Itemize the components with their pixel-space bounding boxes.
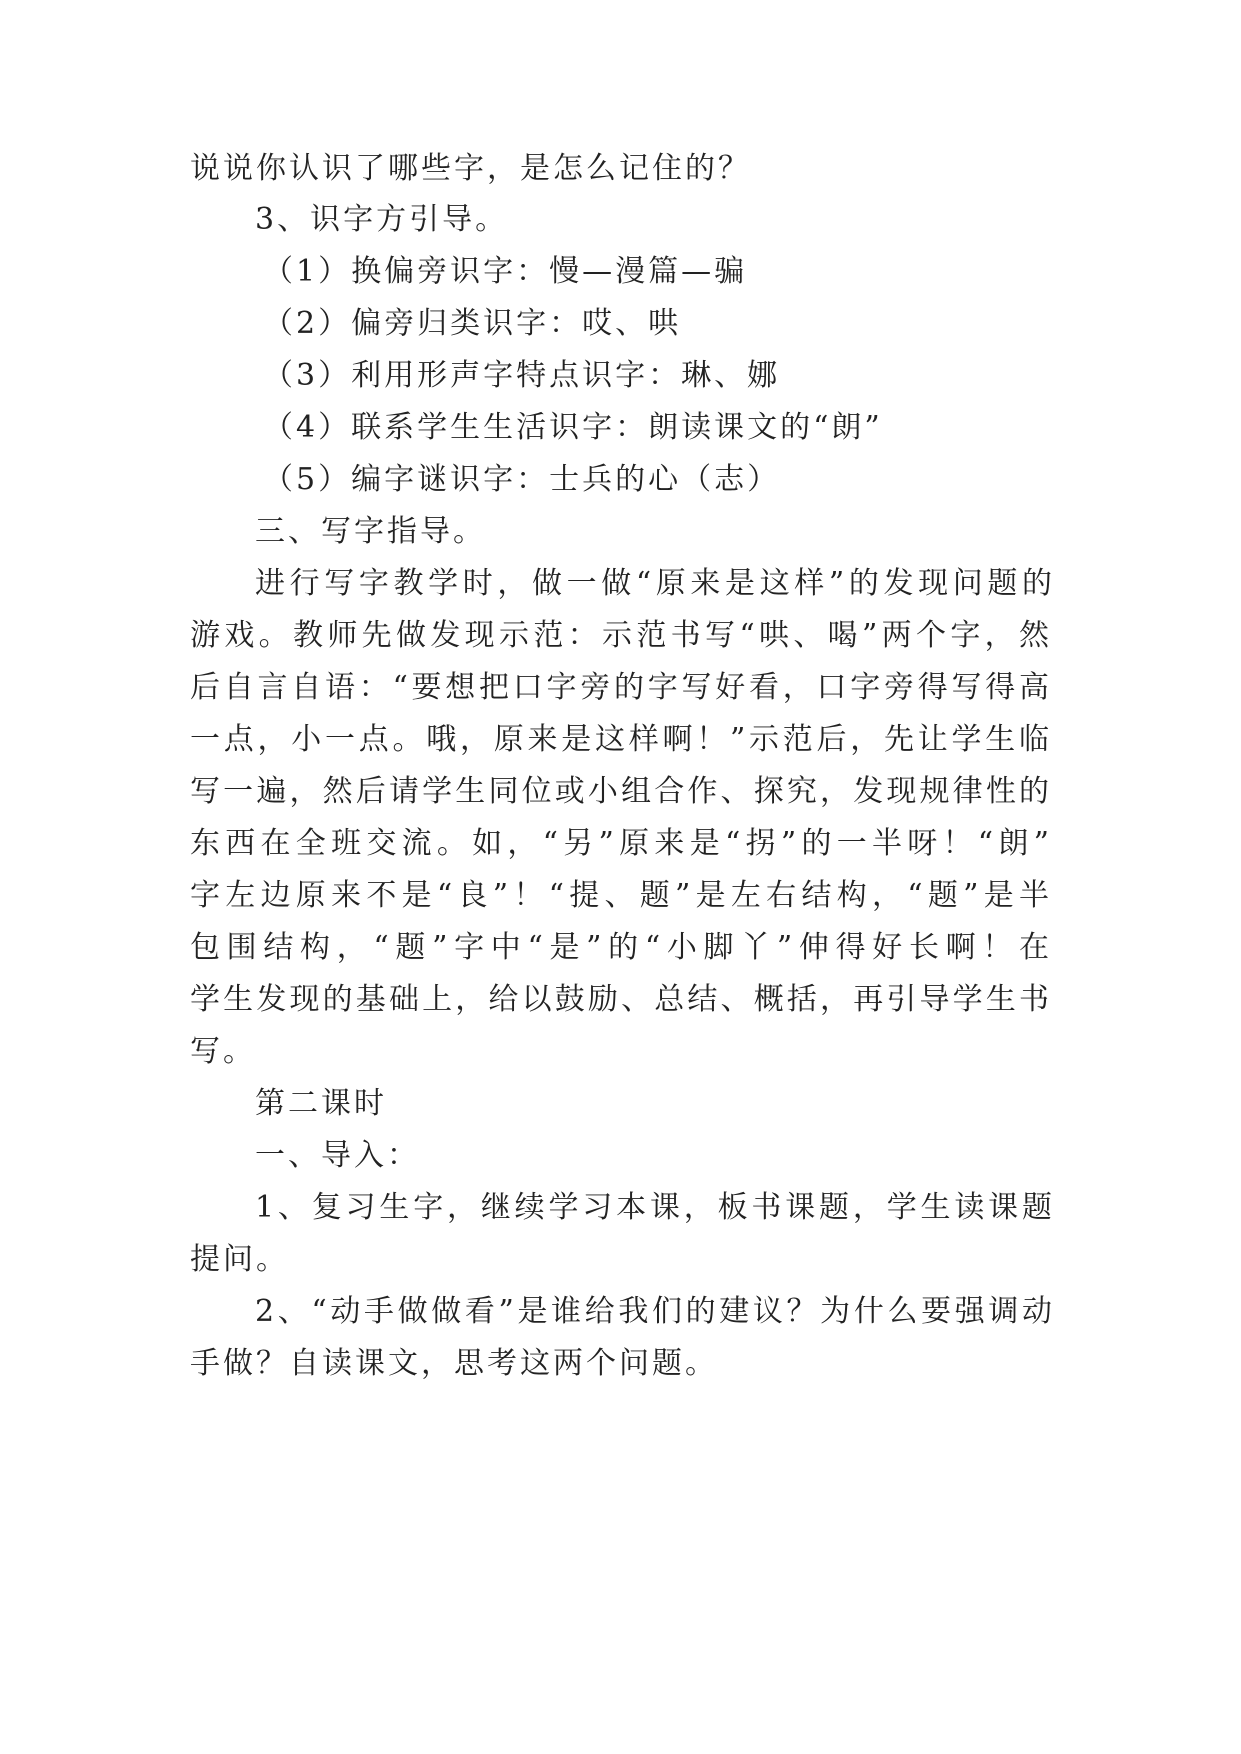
list-item: （5）编字谜识字：士兵的心（志） [263,462,781,497]
paragraph-line: 进行写字教学时，做一做“原来是这样”的发现问题的 [255,566,1055,601]
paragraph-line: 手做？自读课文，思考这两个问题。 [190,1346,718,1381]
text-line: 3、识字方引导。 [255,202,509,237]
paragraph-line: 游戏。教师先做发现示范：示范书写“哄、喝”两个字，然 [190,618,1052,653]
paragraph-line: 写。 [190,1034,256,1069]
paragraph-line: 包围结构，“题”字中“是”的“小脚丫”伸得好长啊！在 [190,930,1052,965]
paragraph-line: 后自言自语：“要想把口字旁的字写好看，口字旁得写得高 [190,670,1052,705]
section-heading: 一、导入： [255,1138,420,1173]
paragraph-line: 2、“动手做做看”是谁给我们的建议？为什么要强调动 [255,1294,1055,1329]
paragraph-line: 提问。 [190,1242,289,1277]
paragraph-line: 学生发现的基础上，给以鼓励、总结、概括，再引导学生书 [190,982,1052,1017]
paragraph-line: 东西在全班交流。如，“另”原来是“拐”的一半呀！“朗” [190,826,1052,861]
list-item: （2）偏旁归类识字：哎、哄 [263,306,682,341]
paragraph-line: 1、复习生字，继续学习本课，板书课题，学生读课题 [255,1190,1055,1225]
paragraph-line: 字左边原来不是“良”！“提、题”是左右结构，“题”是半 [190,878,1052,913]
lesson-heading: 第二课时 [255,1086,387,1121]
section-heading: 三、写字指导。 [255,514,486,549]
paragraph-line: 写一遍，然后请学生同位或小组合作、探究，发现规律性的 [190,774,1052,809]
list-item: （4）联系学生生活识字：朗读课文的“朗” [263,410,883,445]
paragraph-line: 一点，小一点。哦，原来是这样啊！”示范后，先让学生临 [190,722,1052,757]
list-item: （1）换偏旁识字：慢—漫篇—骗 [263,254,748,289]
list-item: （3）利用形声字特点识字：琳、娜 [263,358,781,393]
text-line: 说说你认识了哪些字，是怎么记住的？ [190,151,751,186]
